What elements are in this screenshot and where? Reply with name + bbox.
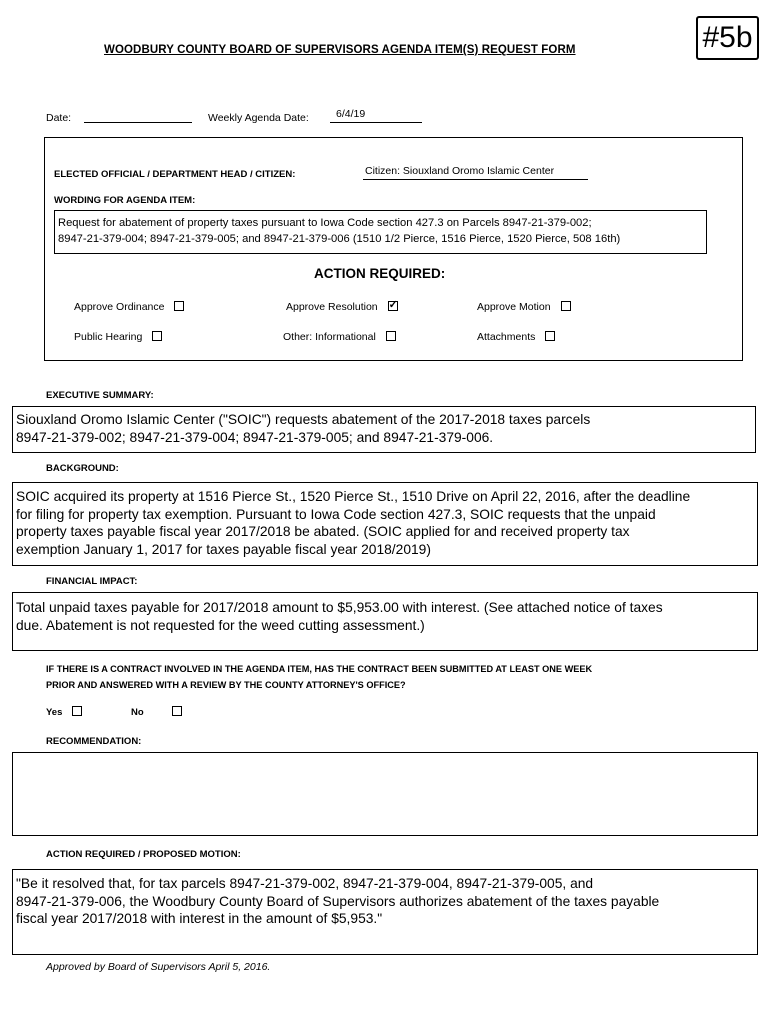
requester-value: Citizen: Siouxland Oromo Islamic Center xyxy=(365,165,555,177)
wording-box[interactable] xyxy=(54,210,707,254)
proposed-motion-line: 8947-21-379-006, the Woodbury County Board of Supervisors authorizes abatement of the taxes payable xyxy=(16,893,660,909)
proposed-motion-box[interactable] xyxy=(12,869,758,955)
action-required-title: ACTION REQUIRED: xyxy=(314,266,446,281)
financial-impact-label: FINANCIAL IMPACT: xyxy=(46,576,138,587)
approve-ordinance-checkbox[interactable] xyxy=(174,301,184,311)
financial-impact-line: due. Abatement is not requested for the weed cutting assessment.) xyxy=(16,617,425,633)
financial-impact-line: Total unpaid taxes payable for 2017/2018 amount to $5,953.00 with interest. (See attached notice of taxes xyxy=(16,600,663,615)
contract-yes-option[interactable]: Yes xyxy=(46,706,82,718)
proposed-motion-line: fiscal year 2017/2018 with interest in the amount of $5,953." xyxy=(16,911,383,926)
requester-label: ELECTED OFFICIAL / DEPARTMENT HEAD / CITIZEN: xyxy=(54,169,296,180)
other-informational-checkbox[interactable] xyxy=(386,331,396,341)
executive-summary-line: 8947-21-379-002; 8947-21-379-004; 8947-21-379-005; and 8947-21-379-006. xyxy=(16,429,494,445)
option-public-hearing[interactable]: Public Hearing xyxy=(74,331,162,343)
recommendation-label: RECOMMENDATION: xyxy=(46,736,142,747)
financial-impact-box[interactable] xyxy=(12,592,758,651)
executive-summary-line: Siouxland Oromo Islamic Center ("SOIC") requests abatement of the 2017-2018 taxes parcels xyxy=(16,412,591,427)
recommendation-box[interactable] xyxy=(12,752,758,836)
contract-no-option[interactable]: No xyxy=(131,706,182,718)
background-line: exemption January 1, 2017 for taxes payable fiscal year 2018/2019) xyxy=(16,541,431,557)
background-line: SOIC acquired its property at 1516 Pierce St., 1520 Pierce St., 1510 Drive on April 22, 2016, after the deadline xyxy=(16,489,691,504)
background-box[interactable] xyxy=(12,482,758,566)
wording-label: WORDING FOR AGENDA ITEM: xyxy=(54,195,196,206)
form-title: WOODBURY COUNTY BOARD OF SUPERVISORS AGENDA ITEM(S) REQUEST FORM xyxy=(104,44,576,56)
date-label: Date: xyxy=(46,112,72,124)
wording-line: Request for abatement of property taxes pursuant to Iowa Code section 427.3 on Parcels 8947-21-379-002; xyxy=(58,217,592,229)
public-hearing-checkbox[interactable] xyxy=(152,331,162,341)
agenda-item-number: #5b xyxy=(696,16,759,60)
attachments-checkbox[interactable] xyxy=(545,331,555,341)
option-attachments[interactable]: Attachments xyxy=(477,331,555,343)
approval-note: Approved by Board of Supervisors April 5, 2016. xyxy=(46,961,271,973)
approve-motion-checkbox[interactable] xyxy=(561,301,571,311)
proposed-motion-label: ACTION REQUIRED / PROPOSED MOTION: xyxy=(46,849,241,860)
option-approve-ordinance[interactable]: Approve Ordinance xyxy=(74,301,184,313)
weekly-agenda-date-value: 6/4/19 xyxy=(336,108,366,120)
approve-resolution-checkbox[interactable] xyxy=(388,301,398,311)
background-label: BACKGROUND: xyxy=(46,463,119,474)
contract-no-checkbox[interactable] xyxy=(172,706,182,716)
wording-line: 8947-21-379-004; 8947-21-379-005; and 8947-21-379-006 (1510 1/2 Pierce, 1516 Pierce, 1520 Pierce, 508 16th) xyxy=(58,233,621,245)
option-approve-resolution[interactable]: Approve Resolution✓ xyxy=(286,301,398,313)
weekly-agenda-date-field[interactable] xyxy=(330,108,422,123)
option-approve-motion[interactable]: Approve Motion xyxy=(477,301,571,313)
requester-field[interactable] xyxy=(363,165,588,180)
proposed-motion-line: "Be it resolved that, for tax parcels 8947-21-379-002, 8947-21-379-004, 8947-21-379-005, and xyxy=(16,876,594,891)
option-other-informational[interactable]: Other: Informational xyxy=(283,331,396,343)
background-line: for filing for property tax exemption. Pursuant to Iowa Code section 427.3, SOIC requests that the unpaid xyxy=(16,506,656,522)
executive-summary-label: EXECUTIVE SUMMARY: xyxy=(46,390,154,401)
contract-yes-checkbox[interactable] xyxy=(72,706,82,716)
background-line: property taxes payable fiscal year 2017/2018 be abated. (SOIC applied for and received property tax xyxy=(16,524,630,539)
executive-summary-box[interactable] xyxy=(12,406,756,453)
weekly-agenda-date-label: Weekly Agenda Date: xyxy=(208,112,309,124)
date-field[interactable] xyxy=(84,110,192,123)
contract-question: IF THERE IS A CONTRACT INVOLVED IN THE AGENDA ITEM, HAS THE CONTRACT BEEN SUBMITTED AT LEAST ONE WEEK PRIOR AND ANSWERED WITH A REVIEW BY THE COUNTY ATTORNEY'S OFFICE? xyxy=(46,664,593,690)
